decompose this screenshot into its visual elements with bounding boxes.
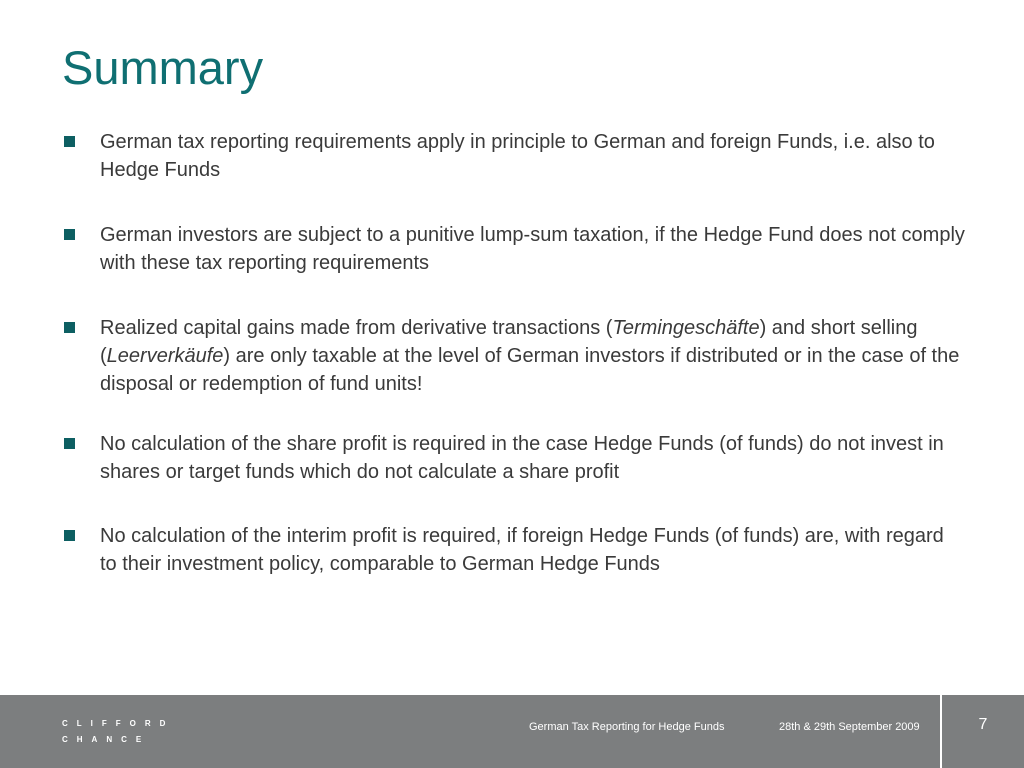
square-bullet-icon <box>64 530 75 541</box>
square-bullet-icon <box>64 136 75 147</box>
bullet-text: No calculation of the interim profit is required, if foreign Hedge Funds (of funds) are, with regard to their investment policy, comparable to German Hedge Funds <box>100 525 944 575</box>
footer-bar <box>0 695 1024 768</box>
bullet-text: German investors are subject to a punitive lump-sum taxation, if the Hedge Fund does not comply with these tax reporting requirements <box>100 224 965 274</box>
bullet-text-segment: ) are only taxable at the level of German investors if distributed or in the case of the disposal or redemption of fund units! <box>100 345 960 395</box>
bullet-text <box>100 314 965 398</box>
italic-term-leerverkaeufe: Leerverkäufe <box>106 345 224 367</box>
square-bullet-icon <box>64 438 75 449</box>
footer-presentation-title: German Tax Reporting for Hedge Funds <box>529 721 725 733</box>
slide-title: Summary <box>62 41 264 94</box>
logo-line-2: CHANCE <box>62 735 151 744</box>
bullet-text: German tax reporting requirements apply in principle to German and foreign Funds, i.e. also to Hedge Funds <box>100 131 935 181</box>
company-logo <box>62 716 174 748</box>
bullet-text-segment: Realized capital gains made from derivative transactions ( <box>100 317 613 339</box>
bullet-text: No calculation of the share profit is required in the case Hedge Funds (of funds) do not invest in shares or target funds which do not calculate a share profit <box>100 433 944 483</box>
square-bullet-icon <box>64 322 75 333</box>
italic-term-termingeschaefte: Termingeschäfte <box>612 317 760 339</box>
bullet-text-segment: ) and short selling ( <box>100 317 918 367</box>
page-number: 7 <box>978 716 988 733</box>
footer-date: 28th & 29th September 2009 <box>779 721 920 733</box>
logo-line-1: CLIFFORD <box>62 719 175 728</box>
square-bullet-icon <box>64 229 75 240</box>
